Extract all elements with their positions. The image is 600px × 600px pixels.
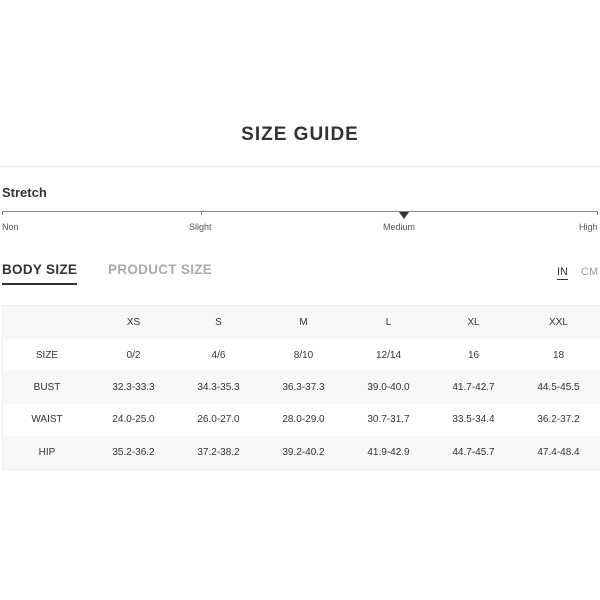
table-header-row (3, 306, 600, 340)
page-title: SIZE GUIDE (241, 124, 359, 145)
table-cell: 41.7-42.7 (431, 371, 516, 403)
stretch-level-non: Non (2, 222, 19, 232)
table-cell: 36.2-37.2 (516, 404, 600, 436)
table-cell: 12/14 (346, 339, 431, 371)
table-cell: 28.0-29.0 (261, 404, 346, 436)
stretch-scale-track (2, 211, 598, 212)
tab-product-size[interactable]: PRODUCT SIZE (108, 262, 213, 277)
stretch-tick-non (2, 211, 3, 215)
row-label: SIZE (3, 339, 92, 371)
table-header-cell: S (176, 306, 261, 340)
table-header-cell: XL (431, 306, 516, 340)
table-cell: 8/10 (261, 339, 346, 371)
table-cell: 24.0-25.0 (91, 404, 176, 436)
table-header-cell: XXL (516, 306, 600, 340)
unit-toggle-in[interactable]: IN (557, 266, 568, 278)
table-row (3, 404, 600, 436)
stretch-tick-high (597, 211, 598, 215)
table-header-corner (3, 306, 92, 340)
table-row (3, 436, 600, 469)
table-row (3, 339, 600, 371)
size-chart-table (2, 305, 600, 470)
table-cell: 35.2-36.2 (91, 436, 176, 469)
tab-body-size[interactable]: BODY SIZE (2, 262, 77, 285)
stretch-level-high: High (579, 222, 598, 232)
stretch-label: Stretch (2, 185, 47, 200)
table-cell: 18 (516, 339, 600, 371)
row-label: BUST (3, 371, 92, 403)
stretch-tick-slight (201, 211, 202, 215)
table-cell: 44.7-45.7 (431, 436, 516, 469)
table-cell: 41.9-42.9 (346, 436, 431, 469)
stretch-level-medium: Medium (383, 222, 416, 232)
table-cell: 39.2-40.2 (261, 436, 346, 469)
stretch-indicator-icon (399, 212, 409, 219)
title-divider (0, 166, 600, 167)
table-cell: 32.3-33.3 (91, 371, 176, 403)
table-cell: 34.3-35.3 (176, 371, 261, 403)
table-cell: 16 (431, 339, 516, 371)
row-label: WAIST (3, 404, 92, 436)
stretch-level-slight: Slight (189, 222, 212, 232)
table-header-cell: L (346, 306, 431, 340)
table-cell: 26.0-27.0 (176, 404, 261, 436)
table-cell: 30.7-31.7 (346, 404, 431, 436)
table-header-cell: XS (91, 306, 176, 340)
table-cell: 44.5-45.5 (516, 371, 600, 403)
table-cell: 4/6 (176, 339, 261, 371)
unit-toggle-cm[interactable]: CM (581, 266, 599, 278)
table-cell: 36.3-37.3 (261, 371, 346, 403)
table-header-cell: M (261, 306, 346, 340)
table-cell: 37.2-38.2 (176, 436, 261, 469)
table-cell: 33.5-34.4 (431, 404, 516, 436)
row-label: HIP (3, 436, 92, 469)
table-cell: 47.4-48.4 (516, 436, 600, 469)
table-cell: 39.0-40.0 (346, 371, 431, 403)
table-row (3, 371, 600, 403)
table-cell: 0/2 (91, 339, 176, 371)
